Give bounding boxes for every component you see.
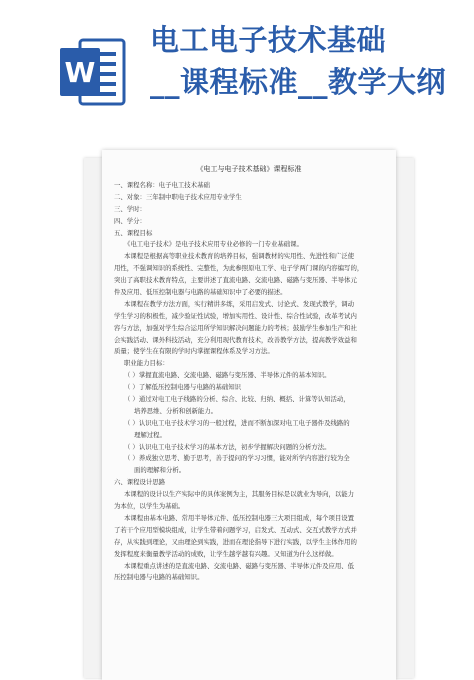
document-line: 四、学分： [114, 216, 146, 225]
document-line: 容与方法，加强对学生综合运用所学知识解决问题能力的考核；鼓励学生参加生产和社 [114, 323, 357, 332]
document-title: 《电工与电子技术基础》课程标准 [196, 165, 302, 173]
document-line: 职业能力目标： [124, 359, 169, 368]
banner-title-line1: 电工电子技术基础 [150, 23, 387, 57]
document-line: 培养思维、分析和创新能力。 [134, 406, 218, 415]
document-line: 学生学习的积极性，减少验证性试验，增加实用性、设计性、综合性试验，改革考试内 [114, 311, 357, 320]
document-line: （ ）了解低压控制电器与电路的基础知识 [124, 383, 242, 392]
document-line: 本课程在教学方法方面，实行精讲多练，采用启发式、讨论式、发现式教学，调动 [124, 299, 355, 308]
word-document-icon [58, 34, 126, 110]
document-line: 为本位，以学生为基础。 [114, 502, 185, 511]
document-line: 六、课程设计思路 [114, 478, 166, 487]
banner [0, 0, 474, 152]
document-line: 发挥程度来衡量教学活动的成败，让学生越学越有兴趣。又知道为什么这样做。 [114, 549, 338, 558]
document-line: 二、对象：三年制中职电子技术应用专业学生 [114, 192, 242, 201]
document-line: 用性，不强调知识的系统性、完整性，为此参照原电工学、电子学两门课的内容编写的， [114, 264, 364, 273]
document-line: （ ）掌握直流电路、交流电路、磁路与变压器、半导体元件的基本知识。 [124, 371, 331, 380]
document-page [102, 150, 396, 680]
document-line: 面的理解和分析。 [134, 466, 186, 475]
document-line: 本课程是根据高等职业技术教育的培养目标，强调教材的实用性、先进性和广泛使 [124, 252, 355, 261]
document-line: 了若干个应用型模块组成，让学生带着问题学习，启发式、互动式、交互式教学方式并 [114, 525, 357, 534]
document-line: 五、课程目标 [114, 228, 153, 237]
document-body [114, 180, 388, 584]
svg-text:W: W [64, 56, 96, 89]
document-line: 理解过程。 [134, 430, 166, 439]
banner-title-line2: __课程标准__教学大纲 [150, 65, 447, 99]
document-line: （ ）认识电工电子技术学习的基本方法，初步学握解决问题的分析方法。 [124, 442, 331, 451]
document-line: 质量；使学生在有限的学时内掌握课程体系及学习方法。 [114, 347, 274, 356]
document-line: 压控制电器与电路的基础知识。 [114, 573, 204, 582]
document-line: 本课程由基本电路、常用半导体元件、低压控制电器三大项目组成，每个项目设置 [124, 513, 355, 522]
document-line: （ ）养成独立思考、勤于思考，善于提问的学习习惯，能对所学内容进行较为全 [124, 454, 350, 463]
document-line: 存，从实践到理论，又由理论到实践，进而在理论指导下进行实践，以学生主体作用的 [114, 537, 357, 546]
document-line: （ ）通过对电工电子线路的分析、综合、比较、归纳、概括、计算等认知活动， [124, 395, 350, 404]
document-line: 一、课程名称：电子电工技术基础 [114, 181, 210, 189]
document-line: （ ）认识电工电子技术学习的一般过程，进而不断加深对电工电子器件及线路的 [124, 418, 350, 427]
document-line: 突出了高职技术教育特点，主要讲述了直流电路、交流电路、磁路与变压器、半导体元 [114, 276, 357, 285]
document-line: 本课程的设计以生产实际中的具体案例为主，其服务目标是以就业为导向，以能力 [124, 490, 355, 499]
document-line: 三、学时： [114, 204, 146, 213]
document-line: 件及应用、低压控制电器与电路的基础知识中了必要的描述。 [114, 288, 287, 297]
document-line: 本课程重点讲述的是直流电路、交流电路、磁路与变压器、半导体元件及应用、低 [124, 561, 355, 570]
document-line: 会实践活动、课外科技活动，充分利用现代教育技术，改善教学方法，提高教学效益和 [114, 335, 357, 344]
document-line: 《电工电子技术》是电子技术应用专业必修的一门专业基础课。 [124, 240, 303, 249]
